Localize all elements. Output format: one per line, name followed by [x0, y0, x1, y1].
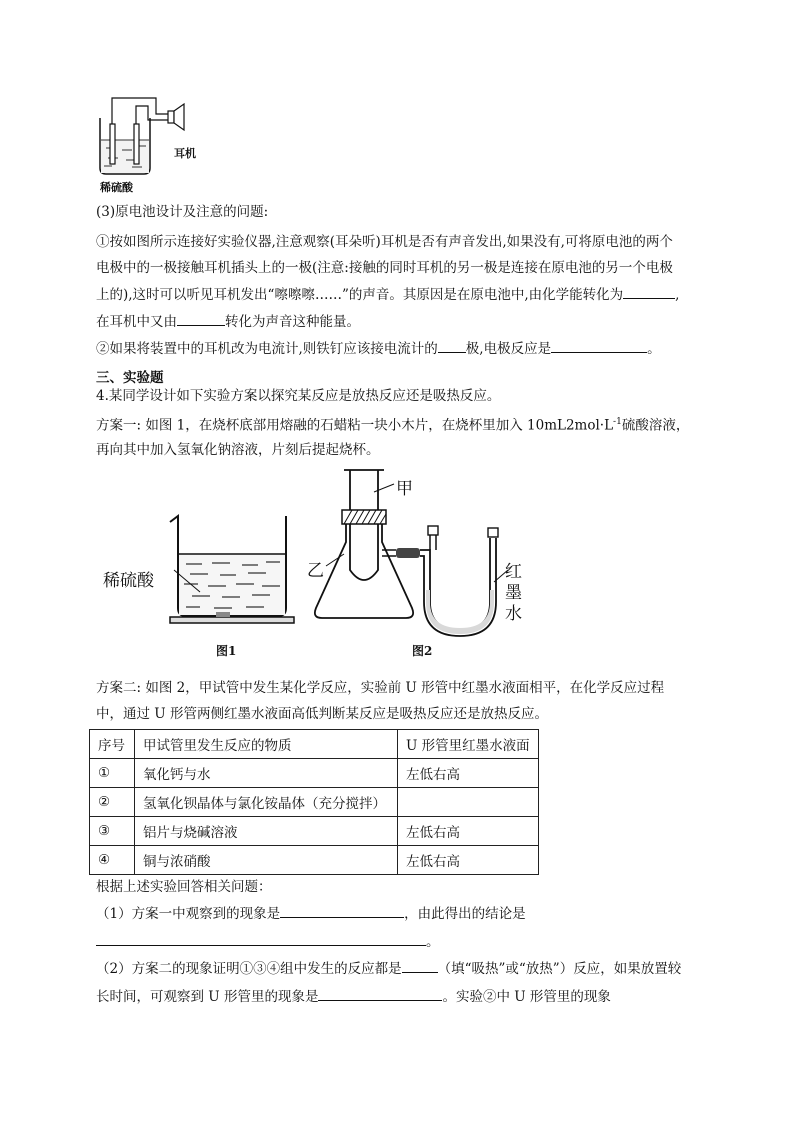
plan-1-tail: 硫酸溶液， [621, 417, 690, 434]
paragraph-1-line-3-text: 上的),这时可以听见耳机发出“嚓嚓嚓……”的声音。其原因是在原电池中,由化学能转化为 [96, 287, 624, 303]
unit-superscript: -1 [613, 417, 622, 427]
question-1-end: 。 [426, 934, 440, 950]
questions-intro: 根据上述实验回答相关问题： [96, 879, 272, 895]
red-ink-char-1: 红 [505, 562, 522, 582]
answer-blank-phenomenon[interactable] [280, 903, 404, 918]
answer-blank-energy-1[interactable] [623, 284, 675, 299]
paragraph-1-line-4-tail: 转化为声音这种能量。 [225, 314, 360, 330]
question-4: 4.某同学设计如下实验方案以探究某反应是放热反应还是吸热反应。 [96, 388, 501, 404]
answer-blank-pole[interactable] [438, 338, 466, 353]
dilute-acid-label: 稀硫酸 [100, 181, 133, 194]
paragraph-2-text: ②如果将装置中的耳机改为电流计,则铁钉应该接电流计的 [96, 341, 438, 357]
header-ink-level: U 形管里红墨水液面 [398, 730, 539, 759]
question-1-mid: ，由此得出的结论是 [404, 906, 526, 922]
row-substances: 铝片与烧碱溶液 [135, 817, 398, 846]
question-1-line-2 [96, 931, 440, 952]
comma: , [675, 287, 680, 303]
experiment-heading: 三、实验题 [96, 370, 164, 386]
table-header-row [90, 730, 539, 759]
row-index: ③ [90, 817, 135, 846]
row-substances: 铜与浓硝酸 [135, 846, 398, 875]
row-index: ① [90, 759, 135, 788]
plan-2-line-2: 中，通过 U 形管两侧红墨水液面高低判断某反应是吸热反应还是放热反应。 [96, 706, 548, 722]
paragraph-1-line-3 [96, 284, 679, 305]
table-row [90, 788, 539, 817]
figure-2-apparatus-diagram [300, 462, 540, 642]
row-ink-level[interactable] [398, 788, 539, 817]
header-substances: 甲试管里发生反应的物质 [135, 730, 398, 759]
figure-1-beaker-diagram [96, 470, 296, 640]
figure-2-label-red-ink [505, 562, 522, 625]
section-3-heading: (3)原电池设计及注意的问题: [96, 204, 269, 220]
question-1-text: （1）方案一中观察到的现象是 [96, 906, 281, 922]
answer-blank-conclusion[interactable] [96, 931, 426, 946]
answer-blank-u-tube-phenomenon[interactable] [318, 986, 442, 1001]
reaction-table [89, 729, 539, 875]
figure-1-caption: 图1 [216, 644, 237, 658]
row-substances: 氢氧化钡晶体与氯化铵晶体（充分搅拌） [135, 788, 398, 817]
row-substances: 氧化钙与水 [135, 759, 398, 788]
answer-blank-electrode-reaction[interactable] [551, 338, 647, 353]
row-ink-level: 左低右高 [398, 817, 539, 846]
figure-2-caption: 图2 [412, 644, 433, 658]
figure-1-acid-label: 稀硫酸 [103, 571, 154, 591]
plan-1-line-1 [96, 412, 689, 436]
question-1-line-1 [96, 903, 526, 924]
question-2-text: （2）方案二的现象证明①③④组中发生的反应都是 [96, 961, 402, 977]
row-index: ② [90, 788, 135, 817]
table-row [90, 846, 539, 875]
question-2-line-1 [96, 958, 681, 979]
paragraph-1-line-4-text: 在耳机中又由 [96, 314, 177, 330]
question-2-end: 。实验②中 U 形管里的现象 [442, 989, 611, 1005]
row-index: ④ [90, 846, 135, 875]
question-2-line-2 [96, 986, 611, 1007]
answer-blank-energy-2[interactable] [177, 311, 225, 326]
figure-2-label-jia: 甲 [396, 479, 413, 499]
answer-blank-heat-type[interactable] [402, 958, 438, 973]
paragraph-1-line-1: ①按如图所示连接好实验仪器,注意观察(耳朵听)耳机是否有声音发出,如果没有,可将原电池的两个 [96, 234, 673, 250]
row-ink-level: 左低右高 [398, 846, 539, 875]
row-ink-level: 左低右高 [398, 759, 539, 788]
question-2-mid: （填“吸热”或“放热”）反应，如果放置较 [437, 961, 682, 977]
red-ink-char-2: 墨 [505, 583, 522, 603]
plan-1-line-2: 再向其中加入氢氧化钠溶液，片刻后提起烧杯。 [96, 442, 380, 458]
paragraph-2-end: 。 [647, 341, 661, 357]
paragraph-2 [96, 338, 661, 359]
paragraph-1-line-4 [96, 311, 360, 332]
figure-2 [300, 462, 540, 642]
table-row [90, 759, 539, 788]
figure-2-label-yi: 乙 [307, 561, 324, 581]
red-ink-char-3: 水 [505, 604, 522, 624]
table-row [90, 817, 539, 846]
plan-1-text: 方案一: 如图 1，在烧杯底部用熔融的石蜡粘一块小木片，在烧杯里加入 10mL2mol·L [96, 417, 614, 434]
plan-2-line-1: 方案二: 如图 2，甲试管中发生某化学反应，实验前 U 形管中红墨水液面相平，在化学反应过程 [96, 680, 665, 696]
earphone-label: 耳机 [174, 147, 196, 160]
question-2-text-2: 长时间，可观察到 U 形管里的现象是 [96, 989, 319, 1005]
header-index: 序号 [90, 730, 135, 759]
paragraph-1-line-2: 电极中的一极接触耳机插头上的一极(注意:接触的同时耳机的另一极是连接在原电池的另一个电极 [96, 260, 673, 276]
figure-1 [96, 470, 296, 640]
paragraph-2-mid: 极,电极反应是 [465, 341, 552, 357]
